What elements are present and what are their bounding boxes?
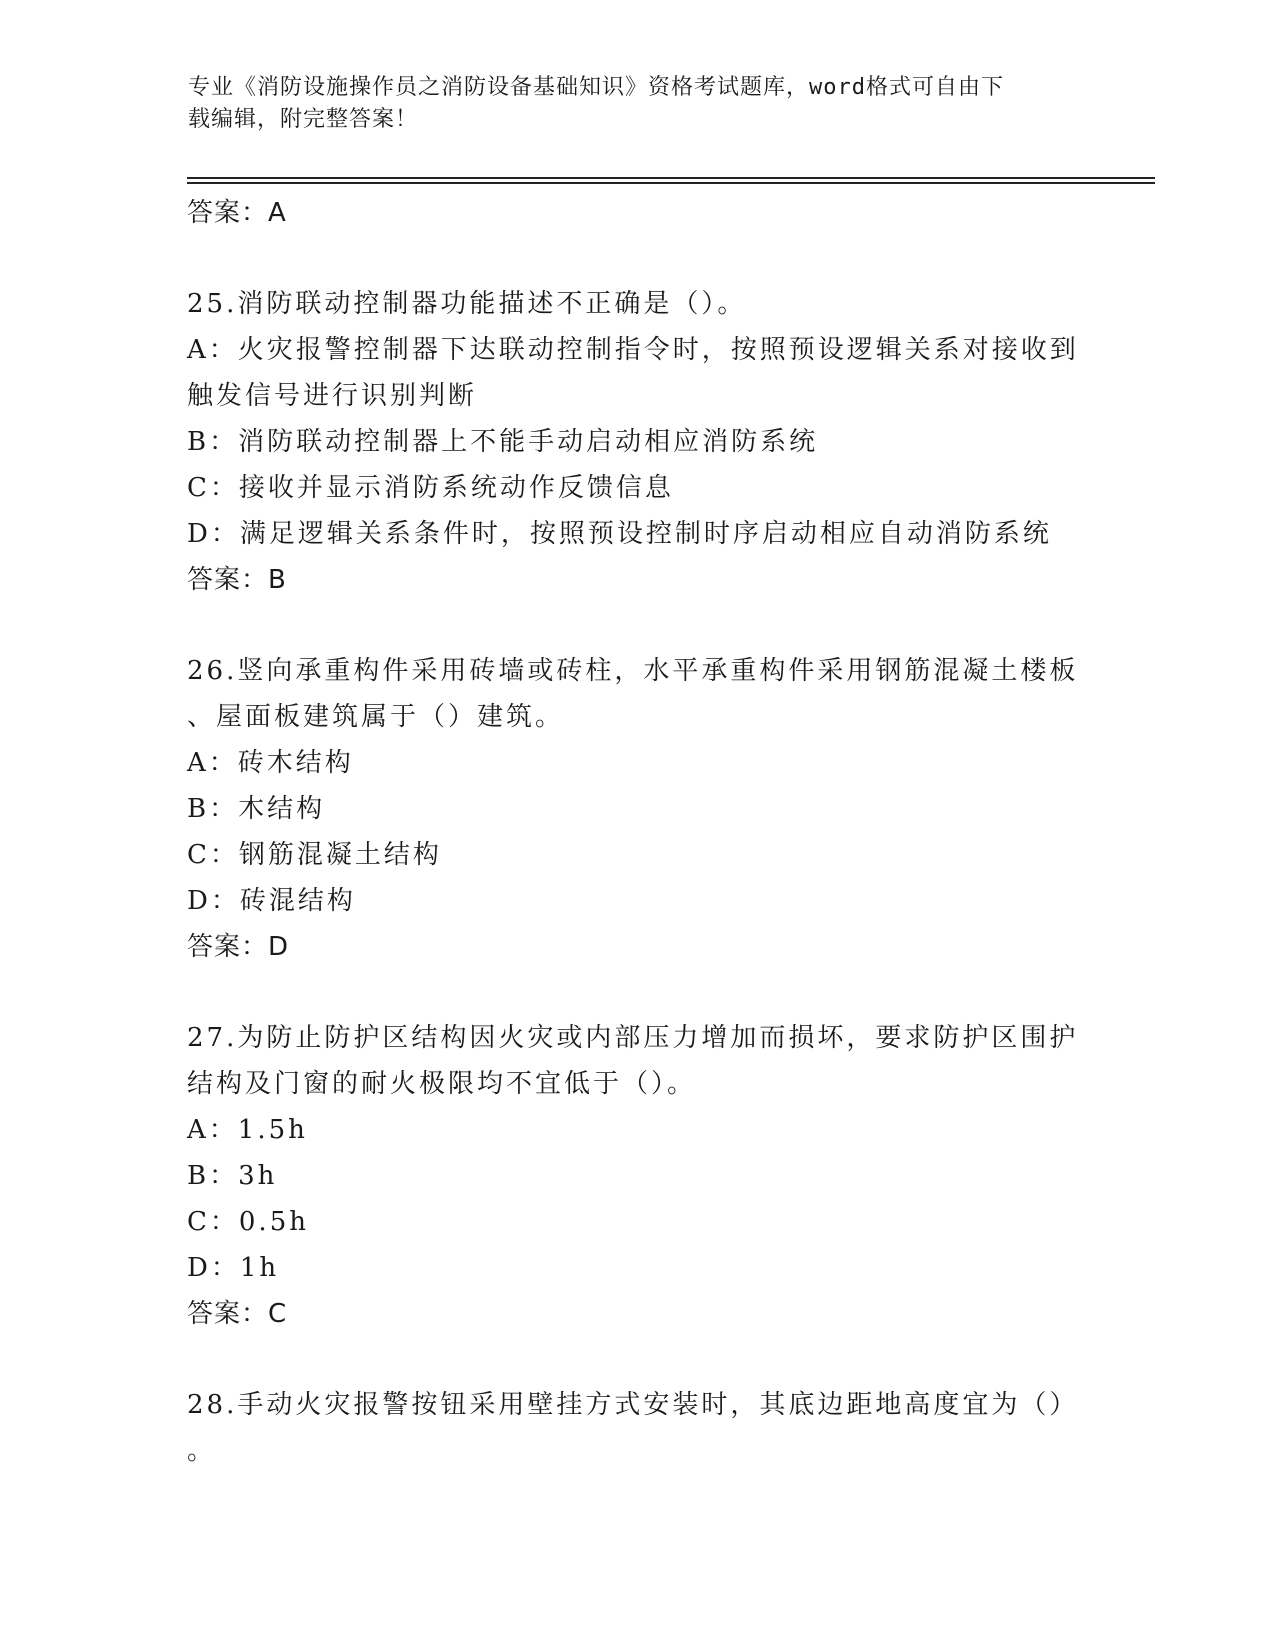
- option-c: C：0.5h: [187, 1207, 309, 1237]
- option-d: D：满足逻辑关系条件时，按照预设控制时序启动相应自动消防系统: [187, 519, 1052, 549]
- option-d: D：砖混结构: [187, 886, 356, 916]
- option-b: B：3h: [187, 1161, 278, 1191]
- question-list: [187, 190, 1087, 1474]
- answer-line: 答案：B: [187, 565, 287, 595]
- question-block: [187, 1382, 1087, 1474]
- question-stem-continued: 结构及门窗的耐火极限均不宜低于（）。: [187, 1069, 697, 1099]
- question-stem: 25.消防联动控制器功能描述不正确是（）。: [187, 289, 747, 319]
- option-b: B：消防联动控制器上不能手动启动相应消防系统: [187, 427, 819, 457]
- question-block: [187, 1015, 1087, 1337]
- question-block: [187, 648, 1087, 970]
- option-a-continued: 触发信号进行识别判断: [187, 381, 478, 411]
- option-c: C：钢筋混凝土结构: [187, 840, 442, 870]
- option-d: D：1h: [187, 1253, 280, 1283]
- answer-line: 答案：C: [187, 1299, 288, 1329]
- option-a: A：1.5h: [187, 1115, 308, 1145]
- header-line-2: 载编辑，附完整答案！: [188, 107, 419, 132]
- question-stem: 28.手动火灾报警按钮采用壁挂方式安装时，其底边距地高度宜为（）: [187, 1390, 1079, 1420]
- header-divider-top: [187, 177, 1155, 179]
- question-stem: 27.为防止防护区结构因火灾或内部压力增加而损坏，要求防护区围护: [187, 1023, 1079, 1053]
- option-a: A：火灾报警控制器下达联动控制指令时，按照预设逻辑关系对接收到: [187, 335, 1079, 365]
- document-header: [188, 72, 1088, 136]
- option-a: A：砖木结构: [187, 748, 354, 778]
- header-line-1: 专业《消防设施操作员之消防设备基础知识》资格考试题库，word格式可自由下: [188, 75, 1004, 100]
- option-b: B：木结构: [187, 794, 326, 824]
- answer-line: 答案：D: [187, 932, 290, 962]
- answer-line: 答案：A: [187, 198, 287, 228]
- header-divider-bottom: [187, 182, 1155, 184]
- question-stem-continued: 。: [187, 1436, 217, 1466]
- question-block: [187, 281, 1087, 603]
- question-stem: 26.竖向承重构件采用砖墙或砖柱，水平承重构件采用钢筋混凝土楼板: [187, 656, 1079, 686]
- option-c: C：接收并显示消防系统动作反馈信息: [187, 473, 674, 503]
- question-stem-continued: 、屋面板建筑属于（）建筑。: [187, 702, 565, 732]
